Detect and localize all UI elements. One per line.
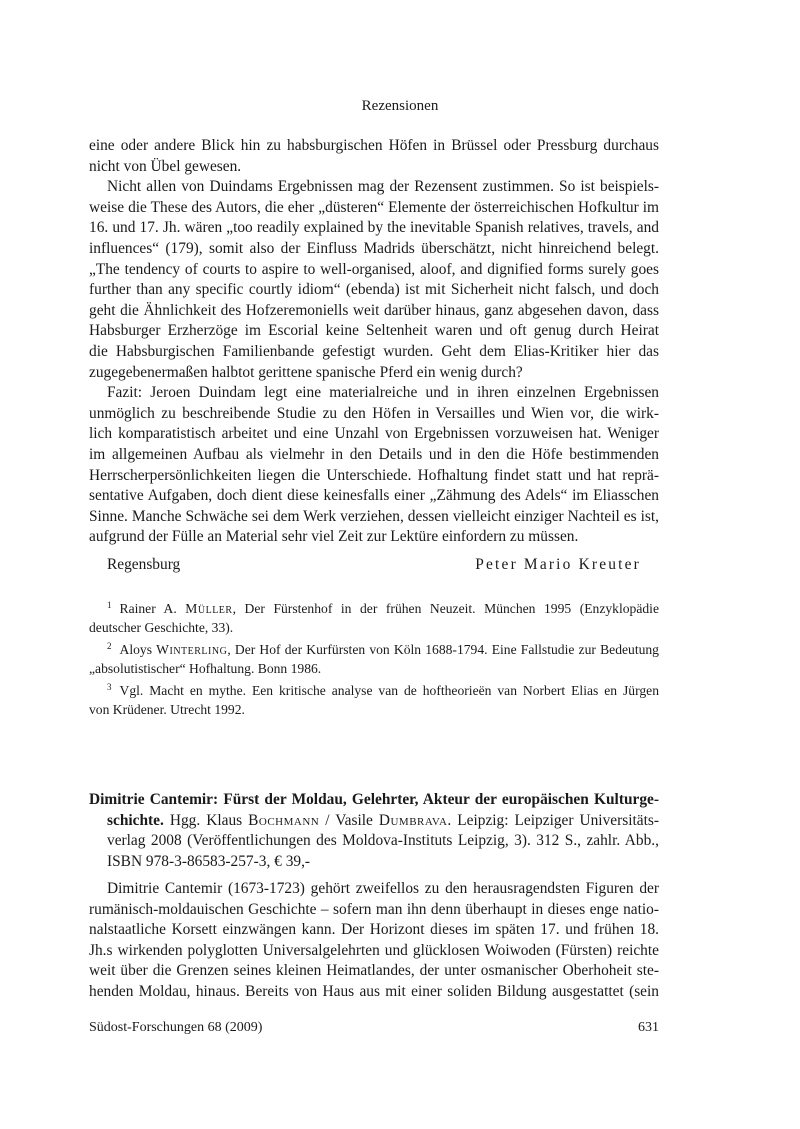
footnote-text: Vgl. Macht en mythe. Een kritische analyse van de hoftheorieën van Norbert Elias en Jürgen (119, 683, 659, 699)
text-line: im allgemeinen Aufbau als vielmehr in den Details und in den die Höfe bestimmenden (89, 445, 659, 463)
text-line: nalstaatliche Korsett einzwängen kann. Der Horizont dieses im späten 17. und frühen 18. (89, 921, 659, 939)
footnote-text: deutscher Geschichte, 33). (89, 619, 234, 635)
text-line: „The tendency of courts to aspire to well-organised, aloof, and dignified forms surely goes (89, 260, 659, 278)
review-bibliography-line (89, 811, 659, 832)
footnote-text: von Krüdener. Utrecht 1992. (89, 701, 245, 717)
running-head: Rezensionen (361, 98, 439, 114)
text-line: weise die These des Autors, die eher „düsteren“ Elemente der österreichischen Hofkultur im (89, 198, 659, 216)
text-line: Sinne. Manche Schwäche sei dem Werk verziehen, dessen vielleicht einziger Nachteil es ist, (89, 507, 659, 525)
review-heading (89, 790, 659, 872)
footnote-text: , Der Fürstenhof in der frühen Neuzeit. München 1995 (Enzyklopädie (232, 601, 659, 616)
footnote-author-last: Winterling (156, 642, 228, 658)
review-signature (107, 556, 641, 574)
bibliography-text: . Leipzig: Leipziger Universitäts- (447, 811, 659, 829)
bibliography-text: / Vasile (319, 811, 379, 829)
editor-name: Dumbrava (378, 811, 448, 829)
text-line: influences“ (179), somit also der Einfluss Madrids überschätzt, nicht hinreichend belegt. (89, 239, 659, 257)
page-footer (89, 1020, 659, 1036)
footnote-number: 2 (107, 641, 112, 652)
text-line: eine oder andere Blick hin zu habsburgischen Höfen in Brüssel oder Pressburg durchaus (89, 137, 659, 154)
review-isbn-price: ISBN 978-3-86583-257-3, € 39,- (107, 852, 311, 870)
editor-name: Bochmann (248, 811, 320, 829)
text-line: unmöglich zu beschreibende Studie zu den Höfen in Versailles und Wien vor, die wirk- (89, 404, 659, 422)
text-line: Nicht allen von Duindams Ergebnissen mag der Rezensent zustimmen. So ist beispiels- (107, 178, 659, 196)
footnote-text: , Der Hof der Kurfürsten von Köln 1688-1794. Eine Fallstudie zur Bedeutung (227, 642, 659, 658)
footnote-author-last: Müller (185, 601, 233, 616)
text-line: weit über die Grenzen seines kleinen Heimatlandes, der unter osmanischer Oberhoheit ste- (89, 962, 659, 980)
bibliography-text: Hgg. Klaus (163, 811, 249, 829)
journal-citation: Südost-Forschungen 68 (2009) (89, 1020, 263, 1035)
page-number: 631 (638, 1020, 659, 1035)
text-line: die Habsburgischen Familienbande gefestigt wurden. Geht dem Elias-Kritiker hier das (89, 342, 659, 360)
text-line: Herrscherpersönlichkeiten liegen die Unterschiede. Hofhaltung findet statt und hat reprä- (89, 466, 659, 484)
text-line: Jh.s wirkenden polyglotten Universalgelehrten und glücklosen Woiwoden (Fürsten) reichte (89, 941, 659, 959)
text-line: Fazit: Jeroen Duindam legt eine materialreiche und in ihren einzelnen Ergebnissen (107, 384, 659, 402)
footnote (89, 596, 659, 637)
review-title: Dimitrie Cantemir: Fürst der Moldau, Gelehrter, Akteur der europäischen Kulturge- (89, 791, 659, 808)
footnote-text: „absolutistischer“ Hofhaltung. Bonn 1986. (89, 660, 322, 676)
footnote-author-first: Rainer A. (119, 601, 186, 616)
text-line: rumänisch-moldauischen Geschichte – sofern man ihn denn überhaupt in dieses enge natio- (89, 900, 659, 918)
review-bibliography-line: verlag 2008 (Veröffentlichungen des Moldova-Instituts Leipzig, 3). 312 S., zahlr. Abb., (107, 832, 659, 850)
footnote-number: 3 (107, 682, 112, 693)
text-line: 16. und 17. Jh. wären „too readily explained by the inevitable Spanish relatives, travels, and (89, 219, 659, 237)
footnote-number: 1 (107, 600, 112, 610)
text-line: zugegebenermaßen halbtot gerittene spanische Pferd ein wenig durch? (89, 363, 523, 381)
footnotes (89, 596, 659, 720)
text-line: geht die Ähnlichkeit des Hofzeremoniells weit darüber hinaus, ganz abgesehen davon, dass (89, 301, 659, 319)
body-text (89, 136, 659, 548)
text-line: lich komparatistisch arbeitet und eine Unzahl von Ergebnissen vorzuweisen hat. Weniger (89, 425, 659, 443)
text-line: Habsburger Erzherzöge im Escorial keine Seltenheit waren und oft genug durch Heirat (89, 322, 659, 340)
signature-author: Peter Mario Kreuter (475, 556, 641, 573)
footnote (89, 678, 659, 719)
review-body (89, 879, 659, 1003)
text-line: further than any specific courtly idiom“ (ebenda) ist mit Sicherheit nicht falsch, und doch (89, 281, 659, 299)
review-title-end: schichte. (107, 811, 164, 829)
text-line: Dimitrie Cantemir (1673-1723) gehört zweifellos zu den herausragendsten Figuren der (107, 880, 659, 897)
footnote (89, 637, 659, 678)
footnote-author-first: Aloys (119, 642, 157, 658)
text-line: nicht von Übel gewesen. (89, 157, 242, 175)
signature-place: Regensburg (107, 556, 181, 573)
text-line: henden Moldau, hinaus. Bereits von Haus aus mit einer soliden Bildung ausgestattet (sein (89, 982, 659, 1000)
text-line: sentative Aufgaben, doch dient diese keinesfalls einer „Zähmung des Adels“ im Eliasschen (89, 487, 659, 505)
text-line: aufgrund der Fülle an Material sehr viel Zeit zur Lektüre einfordern zu müssen. (89, 528, 579, 546)
